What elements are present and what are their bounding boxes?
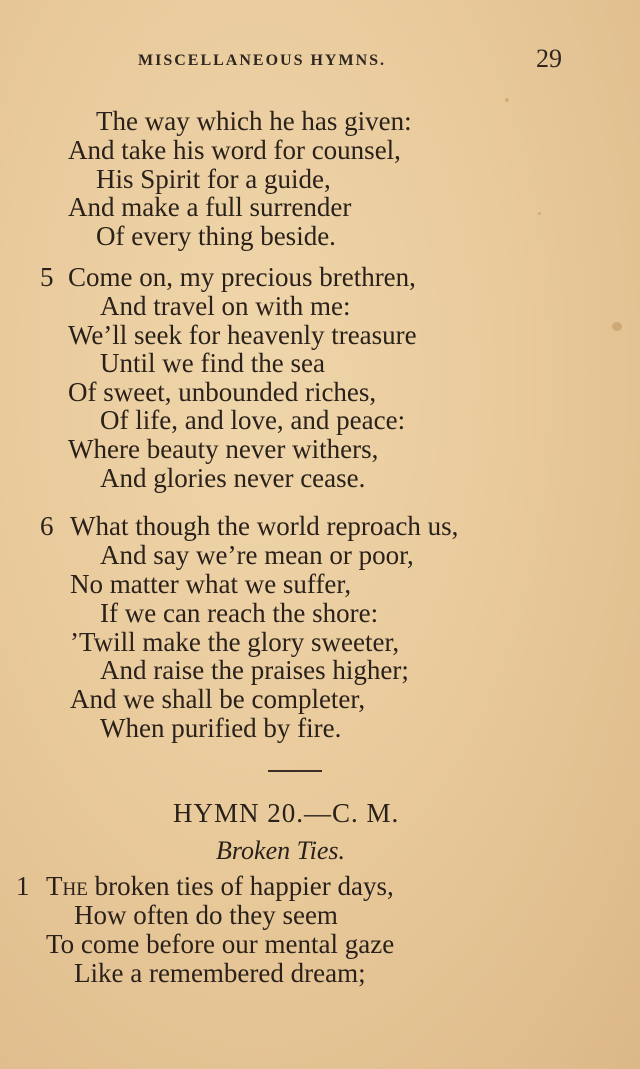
verse-line — [46, 871, 394, 901]
running-head: MISCELLANEOUS HYMNS. — [138, 52, 387, 69]
stanza-number: 1 — [16, 871, 30, 901]
verse-line: When purified by fire. — [100, 713, 342, 743]
stanza-number: 6 — [40, 511, 54, 541]
paper-stain — [612, 322, 622, 331]
verse-line: If we can reach the shore: — [100, 598, 379, 628]
verse-line: What though the world reproach us, — [70, 511, 459, 541]
page-number: 29 — [536, 44, 562, 73]
paper-stain — [538, 212, 541, 215]
verse-line: And raise the praises higher; — [100, 655, 409, 685]
verse-line-rest: broken ties of happier days, — [87, 871, 394, 901]
verse-line: How often do they seem — [74, 900, 338, 930]
verse-line: And glories never cease. — [100, 463, 366, 493]
verse-line: And say we’re mean or poor, — [100, 540, 414, 570]
verse-line: ’Twill make the glory sweeter, — [70, 627, 400, 657]
verse-line: And take his word for counsel, — [68, 135, 401, 165]
section-divider — [268, 770, 322, 772]
verse-line: To come before our mental gaze — [46, 929, 395, 959]
verse-line: His Spirit for a guide, — [96, 164, 331, 194]
verse-line: Until we find the sea — [100, 348, 325, 378]
hymn-subtitle: Broken Ties. — [216, 836, 346, 865]
hymn-title: HYMN 20.—C. M. — [173, 798, 400, 828]
verse-line: Of sweet, unbounded riches, — [68, 377, 377, 407]
verse-line: Where beauty never withers, — [68, 434, 379, 464]
verse-line: And travel on with me: — [100, 291, 351, 321]
verse-line: Of every thing beside. — [96, 221, 336, 251]
verse-line: And we shall be completer, — [70, 684, 366, 714]
stanza-number: 5 — [40, 262, 54, 292]
verse-line: The way which he has given: — [96, 106, 412, 136]
verse-line: We’ll seek for heavenly treasure — [68, 320, 417, 350]
paper-stain — [505, 98, 509, 102]
verse-line: Come on, my precious brethren, — [68, 262, 416, 292]
verse-line: Of life, and love, and peace: — [100, 405, 406, 435]
verse-line: And make a full surrender — [68, 192, 352, 222]
drop-word: The — [46, 871, 88, 901]
verse-line: Like a remembered dream; — [74, 958, 366, 988]
verse-line: No matter what we suffer, — [70, 569, 352, 599]
